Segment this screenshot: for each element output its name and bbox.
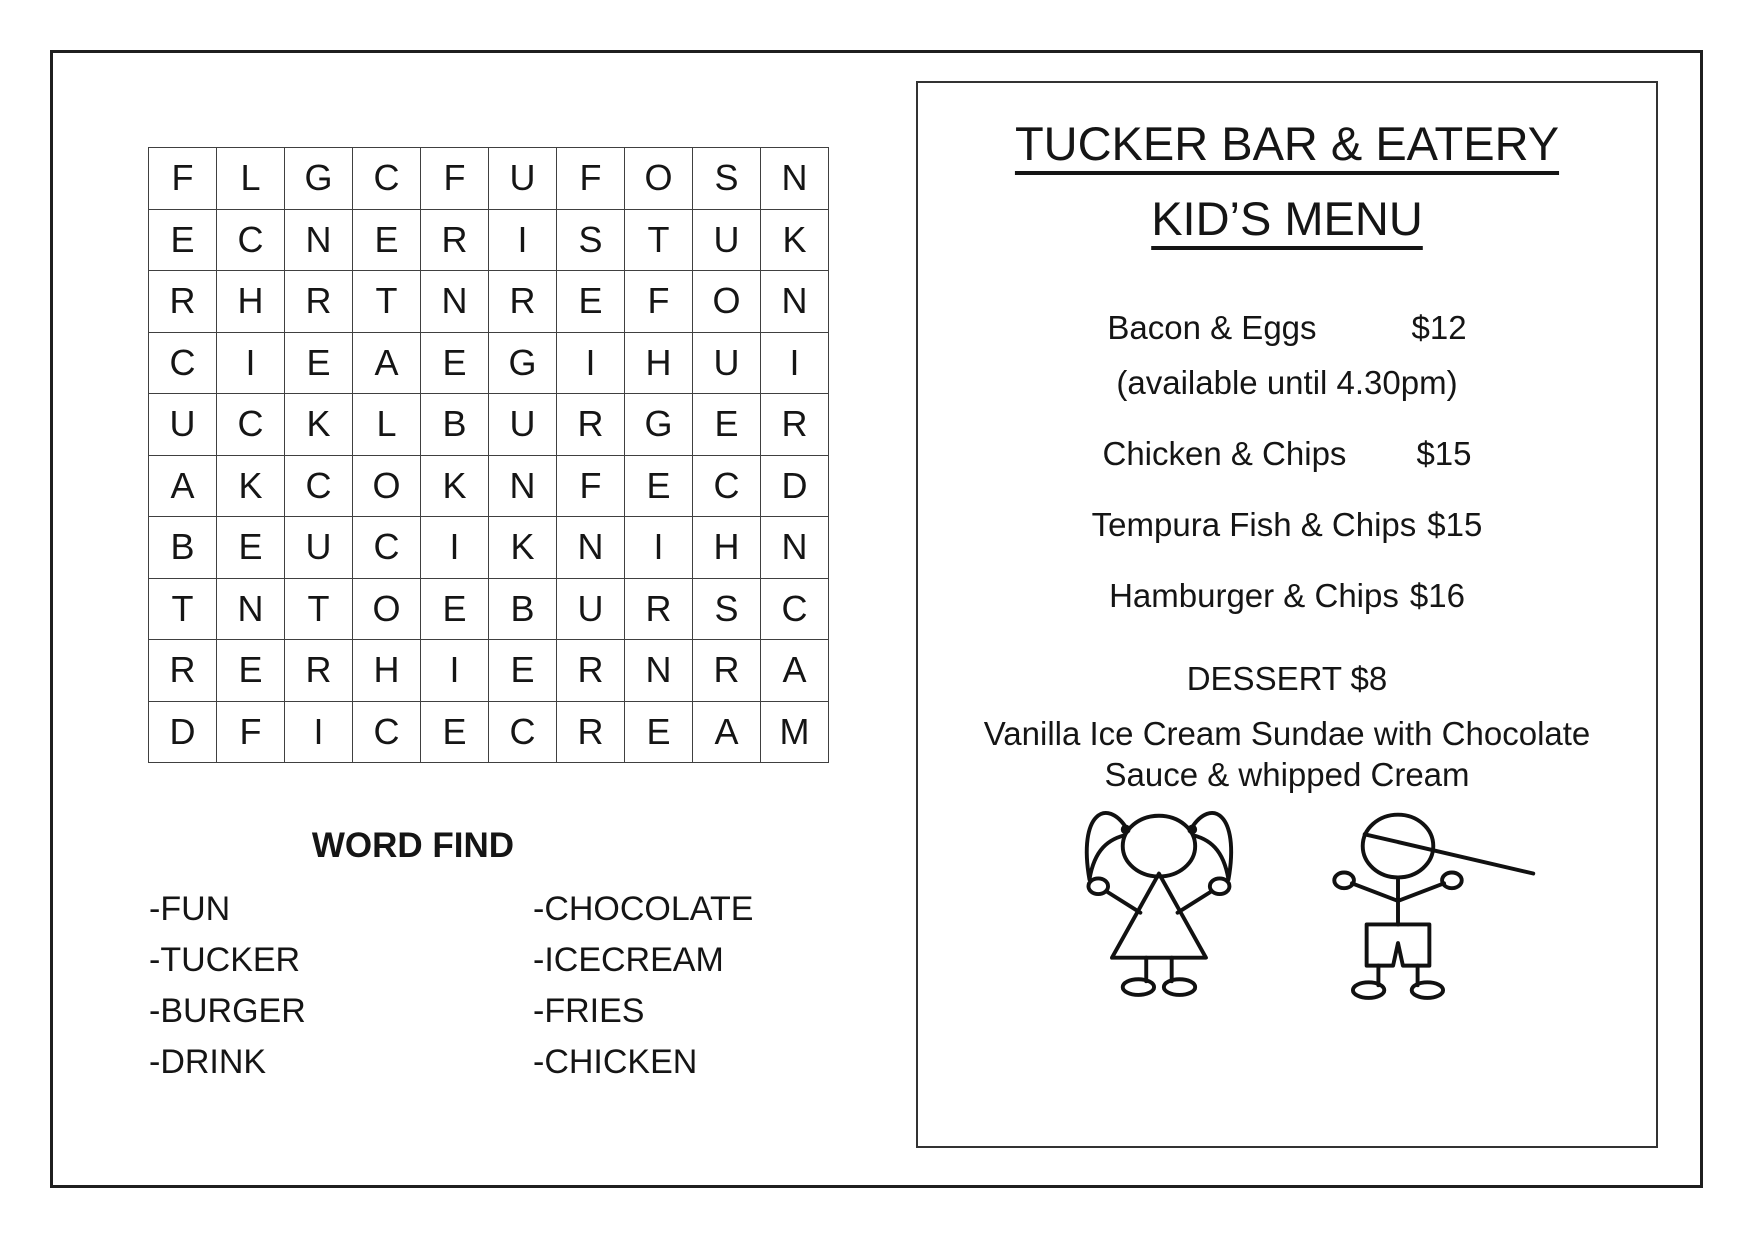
grid-cell: R	[149, 271, 217, 333]
grid-row	[149, 578, 829, 640]
grid-cell: C	[489, 701, 557, 763]
grid-cell: O	[353, 578, 421, 640]
boy-stick-figure-icon	[1300, 795, 1545, 1001]
grid-cell: U	[489, 148, 557, 210]
grid-row	[149, 455, 829, 517]
menu-title-line2: KID’S MENU	[1151, 191, 1423, 245]
grid-cell: C	[149, 332, 217, 394]
grid-cell: U	[489, 394, 557, 456]
grid-cell: T	[149, 578, 217, 640]
grid-cell: R	[557, 701, 625, 763]
grid-cell: H	[217, 271, 285, 333]
grid-cell: B	[421, 394, 489, 456]
grid-cell: K	[761, 209, 829, 271]
grid-cell: N	[761, 148, 829, 210]
word-find-left-column	[149, 884, 306, 1088]
word-search-grid-body	[149, 148, 829, 763]
grid-cell: K	[489, 517, 557, 579]
grid-cell: I	[217, 332, 285, 394]
grid-cell: G	[625, 394, 693, 456]
word-find-right-column	[533, 884, 753, 1088]
grid-cell: H	[625, 332, 693, 394]
grid-cell: N	[557, 517, 625, 579]
grid-cell: E	[217, 640, 285, 702]
grid-cell: F	[149, 148, 217, 210]
grid-cell: T	[353, 271, 421, 333]
grid-cell: A	[353, 332, 421, 394]
grid-cell: K	[217, 455, 285, 517]
word-find-word: -DRINK	[149, 1043, 267, 1081]
grid-cell: N	[761, 271, 829, 333]
grid-cell: O	[353, 455, 421, 517]
grid-cell: C	[761, 578, 829, 640]
grid-cell: D	[761, 455, 829, 517]
grid-cell: E	[693, 394, 761, 456]
word-find-word: -TUCKER	[149, 941, 301, 979]
grid-cell: E	[625, 455, 693, 517]
grid-row	[149, 332, 829, 394]
grid-cell: C	[693, 455, 761, 517]
grid-cell: B	[489, 578, 557, 640]
dessert-description-line2: Sauce & whipped Cream	[1104, 755, 1470, 793]
menu-items-list	[1092, 307, 1483, 616]
menu-title-line1: TUCKER BAR & EATERY	[1014, 117, 1560, 170]
menu-item-availability-note: (available until 4.30pm)	[1116, 363, 1458, 401]
menu-item-name: Tempura Fish & Chips	[1091, 505, 1417, 543]
grid-cell: R	[693, 640, 761, 702]
word-find-word: -FUN	[149, 890, 231, 928]
grid-cell: C	[285, 455, 353, 517]
grid-cell: A	[761, 640, 829, 702]
menu-item-tempura-fish-chips	[1092, 504, 1483, 545]
menu-item-price: $12	[1411, 308, 1467, 346]
grid-cell: S	[557, 209, 625, 271]
grid-cell: L	[353, 394, 421, 456]
grid-cell: C	[353, 517, 421, 579]
grid-cell: F	[557, 455, 625, 517]
dessert-heading: DESSERT $8	[1186, 659, 1388, 697]
grid-cell: A	[149, 455, 217, 517]
grid-cell: H	[353, 640, 421, 702]
grid-cell: A	[693, 701, 761, 763]
grid-row	[149, 271, 829, 333]
grid-cell: E	[285, 332, 353, 394]
grid-cell: I	[557, 332, 625, 394]
grid-cell: I	[489, 209, 557, 271]
menu-item-name: Hamburger & Chips	[1109, 576, 1399, 614]
grid-row	[149, 209, 829, 271]
grid-cell: E	[489, 640, 557, 702]
grid-cell: T	[625, 209, 693, 271]
grid-cell: R	[625, 578, 693, 640]
grid-cell: C	[217, 209, 285, 271]
grid-cell: R	[489, 271, 557, 333]
grid-cell: S	[693, 148, 761, 210]
grid-cell: N	[217, 578, 285, 640]
grid-row	[149, 394, 829, 456]
grid-row	[149, 640, 829, 702]
grid-cell: H	[693, 517, 761, 579]
grid-cell: E	[421, 332, 489, 394]
grid-cell: C	[353, 148, 421, 210]
word-find-title: WORD FIND	[311, 826, 515, 865]
grid-cell: N	[761, 517, 829, 579]
grid-cell: D	[149, 701, 217, 763]
menu-item-bacon-eggs	[1107, 307, 1466, 348]
girl-stick-figure-icon	[1064, 795, 1250, 1001]
grid-cell: U	[693, 332, 761, 394]
word-search-section	[148, 147, 829, 763]
grid-cell: F	[557, 148, 625, 210]
grid-cell: R	[149, 640, 217, 702]
grid-cell: S	[693, 578, 761, 640]
menu-item-price: $16	[1409, 576, 1465, 614]
grid-row	[149, 517, 829, 579]
grid-cell: N	[285, 209, 353, 271]
word-find-word: -CHOCOLATE	[533, 890, 754, 928]
grid-cell: N	[421, 271, 489, 333]
grid-cell: I	[285, 701, 353, 763]
grid-cell: C	[217, 394, 285, 456]
grid-cell: E	[217, 517, 285, 579]
word-find-word: -BURGER	[149, 992, 306, 1030]
grid-cell: U	[285, 517, 353, 579]
grid-cell: U	[693, 209, 761, 271]
grid-cell: O	[625, 148, 693, 210]
grid-cell: N	[489, 455, 557, 517]
grid-cell: N	[625, 640, 693, 702]
grid-cell: F	[217, 701, 285, 763]
grid-row	[149, 701, 829, 763]
menu-item-chicken-chips	[1102, 433, 1471, 474]
grid-cell: F	[421, 148, 489, 210]
grid-cell: K	[421, 455, 489, 517]
grid-cell: F	[625, 271, 693, 333]
grid-cell: I	[625, 517, 693, 579]
grid-cell: L	[217, 148, 285, 210]
grid-cell: O	[693, 271, 761, 333]
grid-cell: U	[149, 394, 217, 456]
grid-row	[149, 148, 829, 210]
grid-cell: R	[761, 394, 829, 456]
grid-cell: E	[421, 578, 489, 640]
grid-cell: R	[285, 640, 353, 702]
kids-menu-card	[916, 81, 1658, 1148]
grid-cell: E	[149, 209, 217, 271]
grid-cell: K	[285, 394, 353, 456]
grid-cell: R	[421, 209, 489, 271]
stick-figures-illustration	[1064, 795, 1545, 1001]
menu-item-price: $15	[1427, 505, 1483, 543]
menu-item-price: $15	[1416, 434, 1472, 472]
grid-cell: M	[761, 701, 829, 763]
grid-cell: R	[557, 640, 625, 702]
word-find-word: -CHICKEN	[533, 1043, 698, 1081]
word-find-word: -ICECREAM	[533, 941, 724, 979]
dessert-description-line1: Vanilla Ice Cream Sundae with Chocolate	[983, 714, 1591, 752]
menu-item-name: Chicken & Chips	[1102, 434, 1347, 472]
grid-cell: E	[557, 271, 625, 333]
word-search-grid	[148, 147, 829, 763]
grid-cell: R	[285, 271, 353, 333]
grid-cell: I	[421, 517, 489, 579]
grid-cell: I	[421, 640, 489, 702]
grid-cell: U	[557, 578, 625, 640]
grid-cell: C	[353, 701, 421, 763]
menu-item-name: Bacon & Eggs	[1107, 308, 1317, 346]
grid-cell: G	[285, 148, 353, 210]
grid-cell: T	[285, 578, 353, 640]
grid-cell: E	[353, 209, 421, 271]
grid-cell: E	[625, 701, 693, 763]
word-find-word: -FRIES	[533, 992, 645, 1030]
menu-item-hamburger-chips	[1109, 575, 1465, 616]
grid-cell: G	[489, 332, 557, 394]
grid-cell: I	[761, 332, 829, 394]
grid-cell: R	[557, 394, 625, 456]
grid-cell: E	[421, 701, 489, 763]
grid-cell: B	[149, 517, 217, 579]
